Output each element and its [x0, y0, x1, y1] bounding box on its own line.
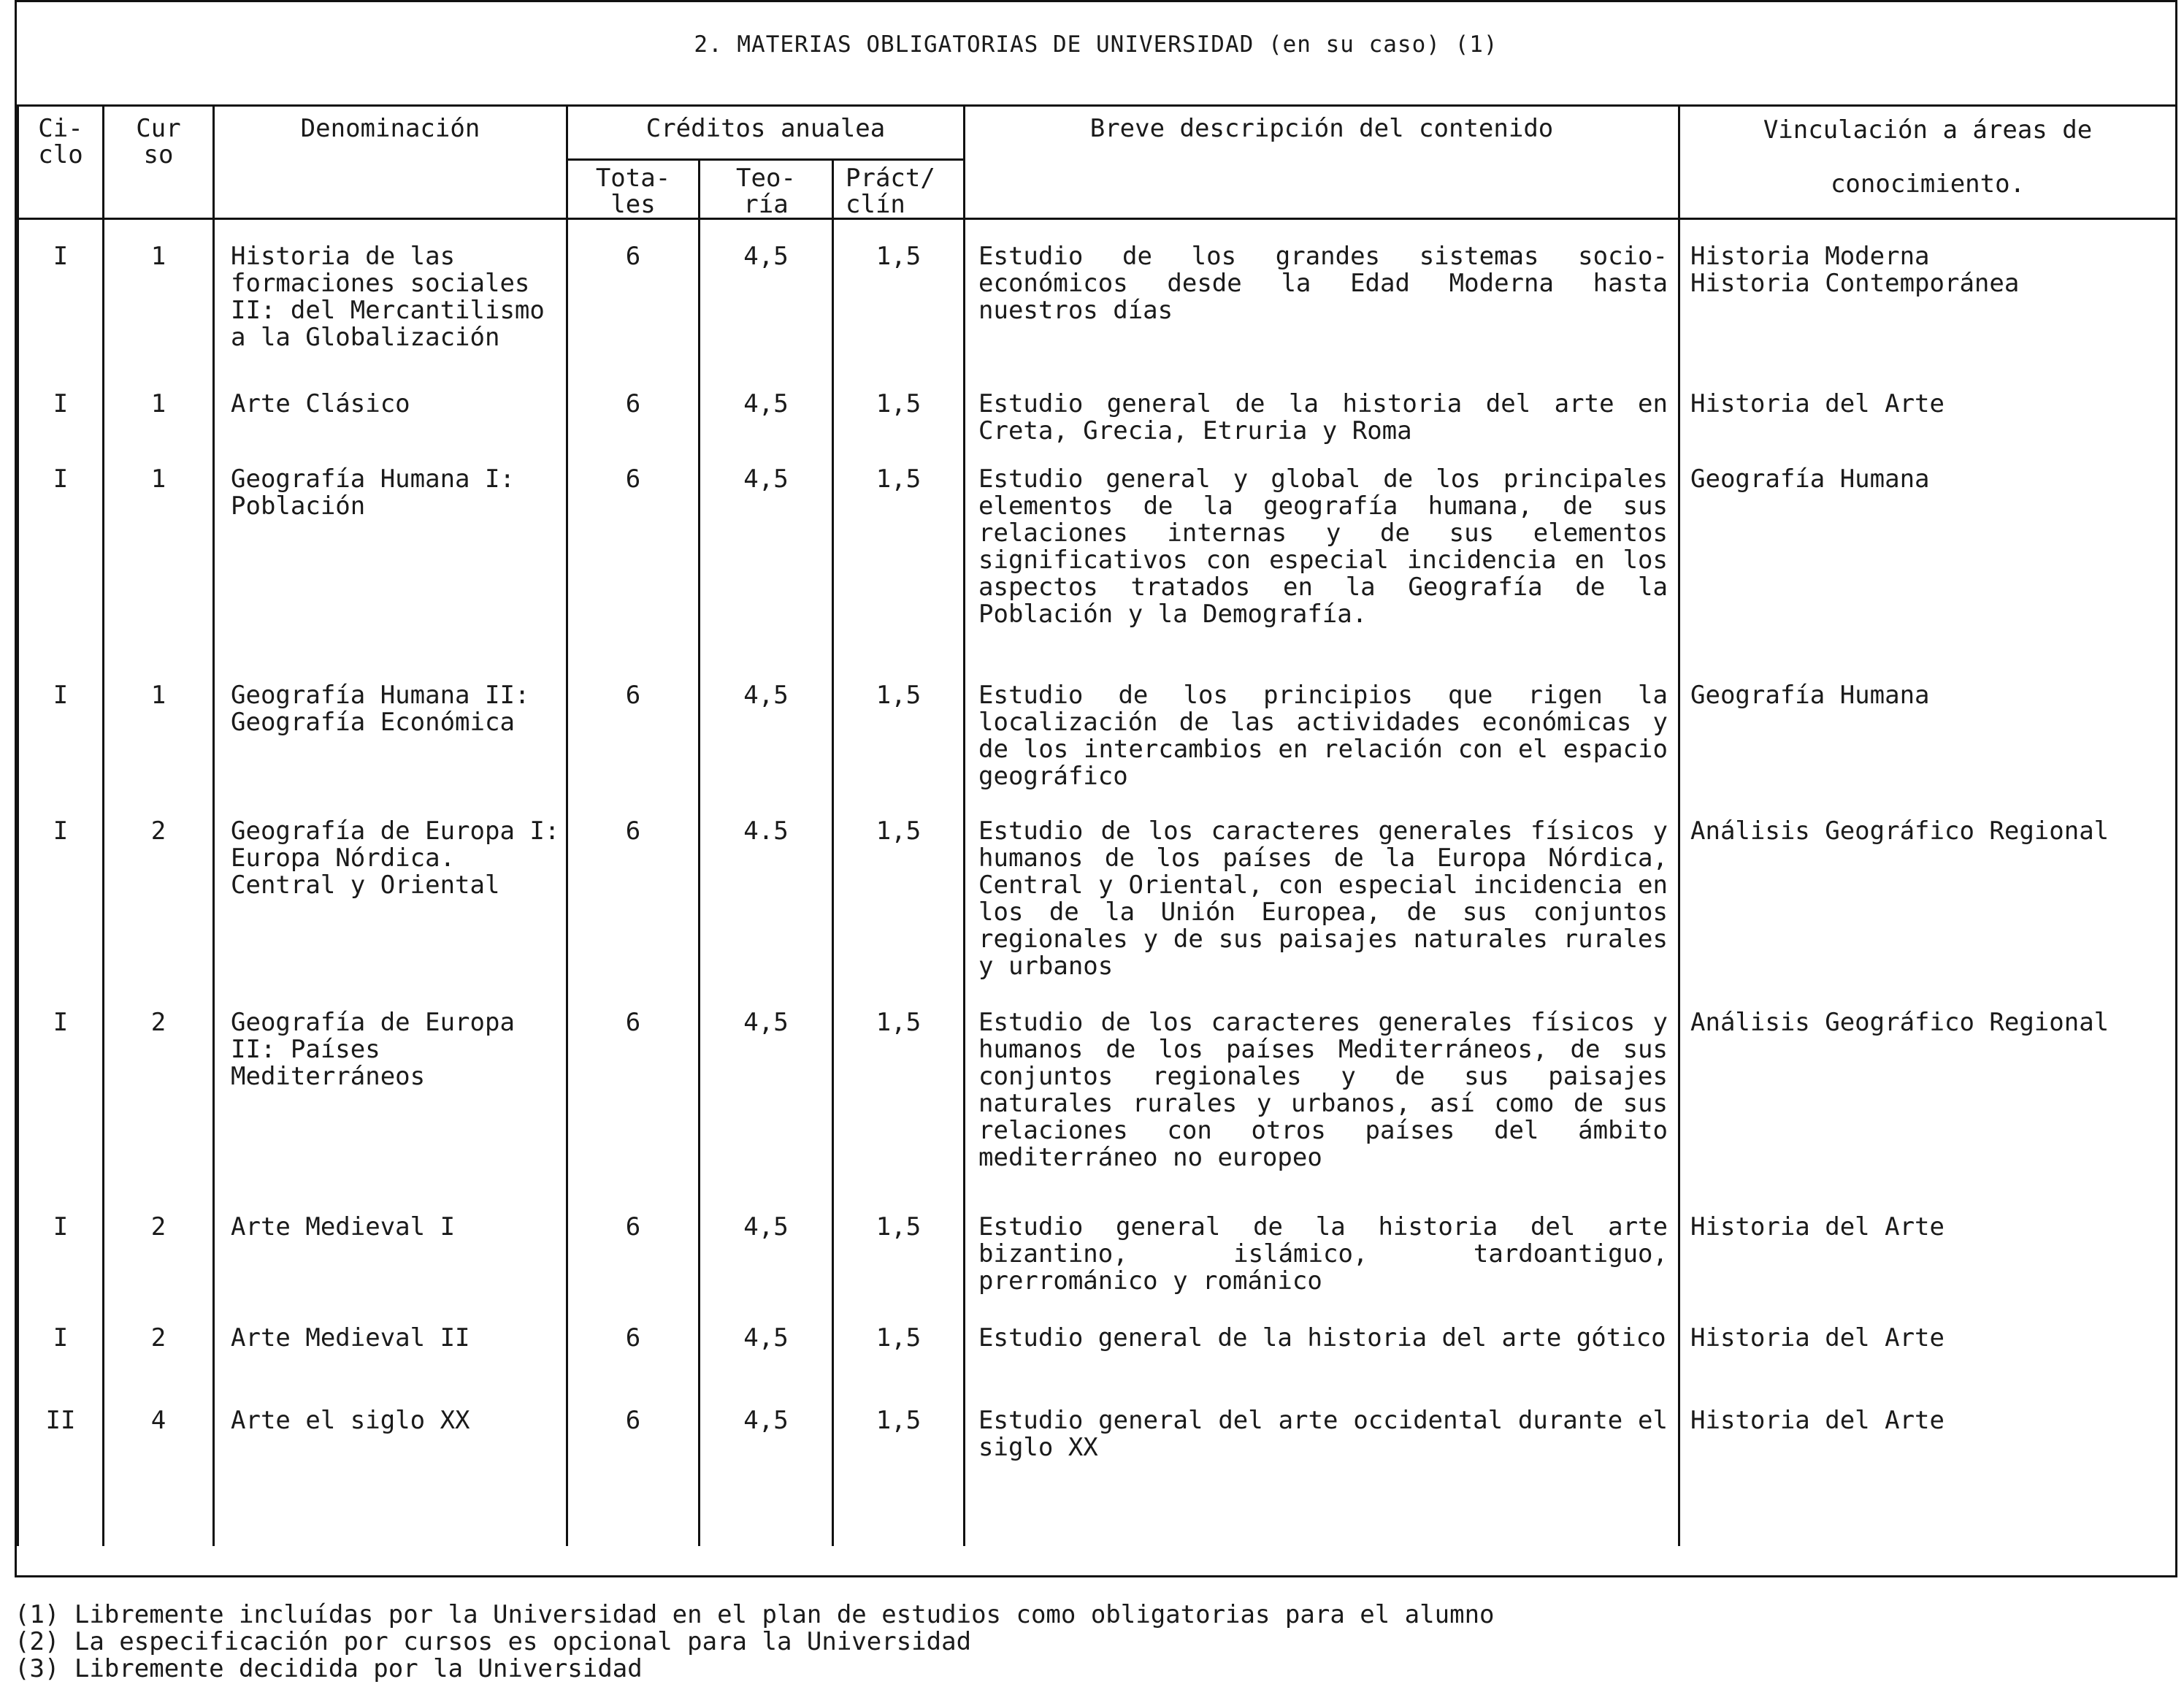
header-denominacion-label: Denominación	[300, 114, 480, 143]
cell-practicas: 1,5	[833, 1400, 965, 1546]
cell-denominacion: Geografía Humana I: Población	[214, 459, 567, 673]
cell-areas	[1679, 1206, 2177, 1317]
table-row	[18, 1400, 2177, 1546]
cell-ciclo: I	[18, 811, 104, 1002]
cell-descripcion: Estudio de los grandes sistemas socio-económicos desde la Edad Moderna hasta nuestros días	[965, 218, 1679, 382]
header-curso	[104, 107, 214, 218]
table-row	[18, 1206, 2177, 1317]
area-label: Historia Contemporánea	[1690, 268, 2020, 298]
cell-denominacion: Geografía de Europa II: Países Mediterráneos	[214, 1002, 567, 1206]
subjects-table	[17, 107, 2177, 1546]
header-totales-label: Tota- les	[595, 163, 671, 219]
area-label: Análisis Geográfico Regional	[1690, 1008, 2110, 1037]
header-descripcion	[965, 107, 1679, 218]
cell-curso: 1	[104, 218, 214, 382]
cell-totales: 6	[567, 1400, 700, 1546]
table-row	[18, 1002, 2177, 1206]
cell-curso: 1	[104, 459, 214, 673]
cell-areas	[1679, 811, 2177, 1002]
cell-totales: 6	[567, 1206, 700, 1317]
cell-practicas: 1,5	[833, 1002, 965, 1206]
cell-descripcion: Estudio general del arte occidental durante el siglo XX	[965, 1400, 1679, 1546]
cell-totales: 6	[567, 382, 700, 459]
cell-ciclo: I	[18, 459, 104, 673]
cell-denominacion: Geografía Humana II: Geografía Económica	[214, 673, 567, 811]
cell-practicas: 1,5	[833, 1206, 965, 1317]
header-vinculacion-line2: conocimiento.	[1830, 169, 2026, 199]
area-label: Análisis Geográfico Regional	[1690, 816, 2110, 846]
cell-curso: 1	[104, 673, 214, 811]
cell-curso: 2	[104, 1317, 214, 1400]
cell-teoria: 4,5	[700, 459, 833, 673]
cell-teoria: 4,5	[700, 1002, 833, 1206]
cell-ciclo: I	[18, 1206, 104, 1317]
footnote: (2) La especificación por cursos es opcional para la Universidad	[15, 1627, 972, 1656]
cell-ciclo: I	[18, 382, 104, 459]
cell-practicas: 1,5	[833, 459, 965, 673]
cell-descripcion: Estudio general de la historia del arte bizantino, islámico, tardoantiguo, prerrománico y románico	[965, 1206, 1679, 1317]
cell-denominacion: Arte Medieval I	[214, 1206, 567, 1317]
cell-teoria: 4,5	[700, 1400, 833, 1546]
footnote: (3) Libremente decidida por la Universidad	[15, 1654, 643, 1683]
cell-denominacion: Geografía de Europa I: Europa Nórdica. Central y Oriental	[214, 811, 567, 1002]
header-ciclo-label: Ci- clo	[38, 114, 83, 169]
cell-teoria: 4,5	[700, 1206, 833, 1317]
area-label: Historia del Arte	[1690, 1406, 1944, 1435]
cell-practicas: 1,5	[833, 1317, 965, 1400]
cell-totales: 6	[567, 1002, 700, 1206]
cell-curso: 1	[104, 382, 214, 459]
header-teoria	[700, 159, 833, 218]
header-vinculacion-line1: Vinculación a áreas de	[1763, 115, 2093, 145]
area-label: Geografía Humana	[1690, 464, 1930, 494]
header-practicas-label: Práct/ clín	[846, 163, 935, 219]
cell-areas	[1679, 382, 2177, 459]
header-practicas	[833, 159, 965, 218]
cell-descripcion: Estudio general de la historia del arte en Creta, Grecia, Etruria y Roma	[965, 382, 1679, 459]
cell-descripcion: Estudio general de la historia del arte gótico	[965, 1317, 1679, 1400]
header-ciclo	[18, 107, 104, 218]
cell-denominacion: Arte Medieval II	[214, 1317, 567, 1400]
table-row	[18, 1317, 2177, 1400]
cell-areas	[1679, 218, 2177, 382]
header-descripcion-label: Breve descripción del contenido	[1089, 114, 1554, 143]
cell-totales: 6	[567, 673, 700, 811]
cell-ciclo: I	[18, 218, 104, 382]
cell-practicas: 1,5	[833, 382, 965, 459]
cell-practicas: 1,5	[833, 218, 965, 382]
area-label: Historia del Arte	[1690, 389, 1944, 418]
cell-areas	[1679, 1317, 2177, 1400]
cell-denominacion: Arte el siglo XX	[214, 1400, 567, 1546]
cell-areas	[1679, 1400, 2177, 1546]
cell-totales: 6	[567, 459, 700, 673]
cell-totales: 6	[567, 1317, 700, 1400]
cell-teoria: 4.5	[700, 811, 833, 1002]
table-row	[18, 459, 2177, 673]
table-row	[18, 382, 2177, 459]
header-denominacion	[214, 107, 567, 218]
cell-teoria: 4,5	[700, 1317, 833, 1400]
cell-denominacion: Historia de las formaciones sociales II: del Mercantilismo a la Globalización	[214, 218, 567, 382]
cell-practicas: 1,5	[833, 673, 965, 811]
table-row	[18, 811, 2177, 1002]
header-totales	[567, 159, 700, 218]
area-label: Historia del Arte	[1690, 1212, 1944, 1242]
cell-teoria: 4,5	[700, 673, 833, 811]
header-teoria-label: Teo- ría	[736, 163, 796, 219]
cell-curso: 2	[104, 1206, 214, 1317]
area-label: Historia Moderna	[1690, 241, 1930, 271]
cell-denominacion: Arte Clásico	[214, 382, 567, 459]
cell-descripcion: Estudio general y global de los principales elementos de la geografía humana, de sus relaciones internas y de sus elementos significativos con especial incidencia en los aspectos tratados en la Geografía de la Población y la Demografía.	[965, 459, 1679, 673]
table-row	[18, 673, 2177, 811]
cell-totales: 6	[567, 811, 700, 1002]
cell-teoria: 4,5	[700, 218, 833, 382]
header-creditos-label: Créditos anualea	[645, 114, 886, 143]
header-curso-label: Cur so	[136, 114, 181, 169]
footnote: (1) Libremente incluídas por la Universidad en el plan de estudios como obligatorias para el alumno	[15, 1600, 1495, 1629]
cell-ciclo: I	[18, 1317, 104, 1400]
cell-descripcion: Estudio de los caracteres generales físicos y humanos de los países Mediterráneos, de sus conjuntos regionales y de sus paisajes naturales rurales y urbanos, así como de sus relaciones con otros países del ámbito mediterráneo no europeo	[965, 1002, 1679, 1206]
cell-ciclo: I	[18, 673, 104, 811]
table-row	[18, 218, 2177, 382]
area-label: Geografía Humana	[1690, 681, 1930, 710]
cell-totales: 6	[567, 218, 700, 382]
page-title: 2. MATERIAS OBLIGATORIAS DE UNIVERSIDAD (en su caso) (1)	[17, 2, 2175, 107]
cell-curso: 2	[104, 1002, 214, 1206]
area-label: Historia del Arte	[1690, 1323, 1944, 1353]
cell-descripcion: Estudio de los caracteres generales físicos y humanos de los países de la Europa Nórdica, Central y Oriental, con especial incidencia en los de la Unión Europea, de sus conjuntos regionales y de sus paisajes naturales rurales y urbanos	[965, 811, 1679, 1002]
header-vinculacion	[1679, 107, 2177, 218]
cell-ciclo: I	[18, 1002, 104, 1206]
document-frame	[15, 0, 2177, 1577]
cell-areas	[1679, 1002, 2177, 1206]
cell-teoria: 4,5	[700, 382, 833, 459]
cell-areas	[1679, 459, 2177, 673]
footnotes	[15, 1602, 1495, 1683]
cell-curso: 2	[104, 811, 214, 1002]
cell-curso: 4	[104, 1400, 214, 1546]
cell-practicas: 1,5	[833, 811, 965, 1002]
cell-areas	[1679, 673, 2177, 811]
cell-descripcion: Estudio de los principios que rigen la localización de las actividades económicas y de los intercambios en relación con el espacio geográfico	[965, 673, 1679, 811]
header-creditos	[567, 107, 965, 159]
cell-ciclo: II	[18, 1400, 104, 1546]
